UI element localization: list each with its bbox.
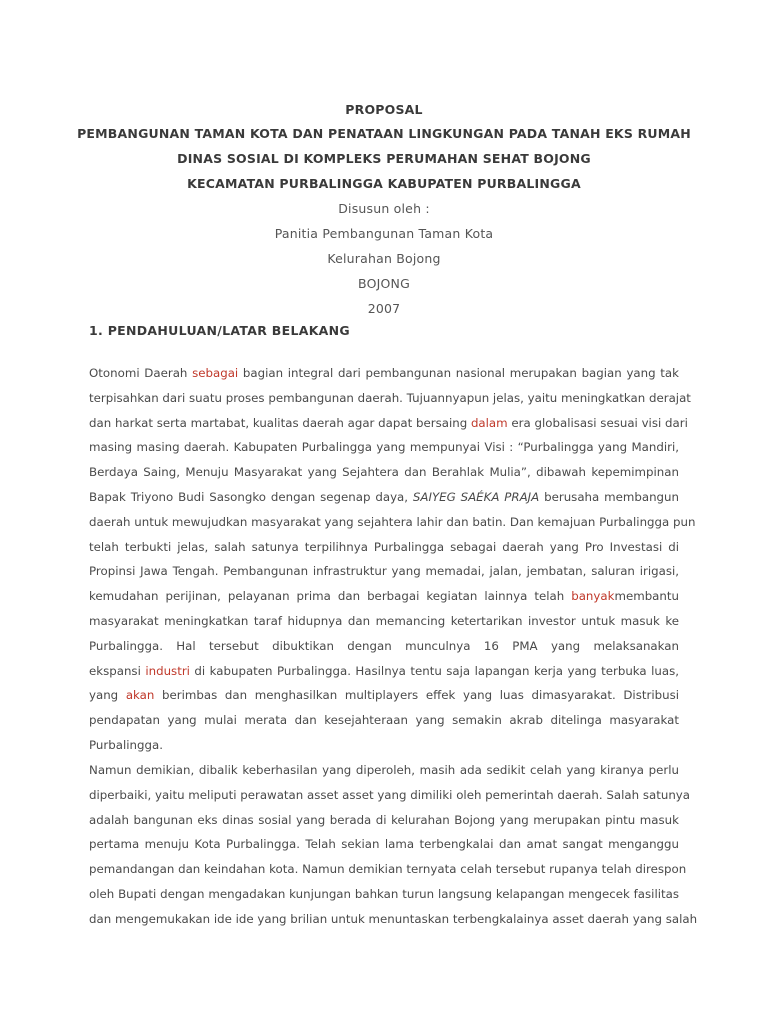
motto-text: SAIYEG SAÉKA PRAJA — [412, 489, 540, 504]
document-title-line-2: DINAS SOSIAL DI KOMPLEKS PERUMAHAN SEHAT BOJONG — [177, 151, 591, 166]
paragraph-line: masing masing daerah. Kabupaten Purbalingga yang mempunyai Visi : “Purbalingga yang Mandiri, — [89, 440, 679, 455]
paragraph-line: diperbaiki, yaitu meliputi perawatan asset asset yang dimiliki oleh pemerintah daerah. Salah satunya — [89, 787, 691, 802]
text-span: era globalisasi sesuai visi dari — [507, 415, 688, 430]
inline-link[interactable]: banyak — [571, 589, 615, 604]
paragraph-line: Propinsi Jawa Tengah. Pembangunan infrastruktur yang memadai, jalan, jembatan, saluran irigasi, — [89, 564, 679, 579]
paragraph-line: telah terbukti jelas, salah satunya terpilihnya Purbalingga sebagai daerah yang Pro Investasi di — [89, 539, 679, 554]
text-span: di kabupaten Purbalingga. Hasilnya tentu saja lapangan kerja yang terbuka luas, — [189, 663, 679, 678]
proposal-label: PROPOSAL — [345, 102, 423, 117]
paragraph-line: pertama menuju Kota Purbalingga. Telah sekian lama terbengkalai dan amat sangat menganggu — [89, 837, 679, 852]
document-title-line-1: PEMBANGUNAN TAMAN KOTA DAN PENATAAN LINGKUNGAN PADA TANAH EKS RUMAH — [77, 126, 691, 141]
location: BOJONG — [358, 276, 410, 291]
paragraph-line: Purbalingga. — [89, 737, 163, 752]
text-span: berimbas dan menghasilkan multiplayers effek yang luas dimasyarakat. Distribusi — [154, 688, 679, 703]
paragraph-line: oleh Bupati dengan mengadakan kunjungan bahkan turun langsung kelapangan mengecek fasilitas — [89, 886, 679, 901]
text-span: bagian integral dari pembangunan nasional merupakan bagian yang tak — [238, 366, 679, 380]
paragraph-line: Purbalingga. Hal tersebut dibuktikan dengan munculnya 16 PMA yang melaksanakan — [89, 638, 679, 653]
paragraph-line: daerah untuk mewujudkan masyarakat yang sejahtera lahir dan batin. Dan kemajuan Purbalingga pun — [89, 514, 696, 529]
paragraph-line — [89, 659, 679, 684]
paragraph-line: terpisahkan dari suatu proses pembangunan daerah. Tujuannyapun jelas, yaitu meningkatkan derajat — [89, 390, 691, 405]
inline-link[interactable]: akan — [125, 688, 155, 703]
paragraph-line: masyarakat meningkatkan taraf hidupnya dan memancing ketertarikan investor untuk masuk ke — [89, 613, 679, 628]
section-heading: 1. PENDAHULUAN/LATAR BELAKANG — [89, 323, 350, 338]
author-committee: Panitia Pembangunan Taman Kota — [274, 226, 494, 241]
paragraph-2 — [89, 758, 698, 932]
paragraph-line — [89, 361, 679, 386]
text-span: ekspansi — [89, 663, 146, 678]
paragraph-line: pendapatan yang mulai merata dan kesejahteraan yang semakin akrab ditelinga masyarakat — [89, 713, 679, 728]
paragraph-line — [89, 584, 679, 609]
paragraph-line: adalah bangunan eks dinas sosial yang berada di kelurahan Bojong yang merupakan pintu masuk — [89, 812, 679, 827]
paragraph-line: Namun demikian, dibalik keberhasilan yang diperoleh, masih ada sedikit celah yang kiranya perlu — [89, 763, 679, 777]
paragraph-line — [89, 485, 679, 510]
paragraph-line: Berdaya Saing, Menuju Masyarakat yang Sejahtera dan Berahlak Mulia”, dibawah kepemimpinan — [89, 465, 679, 480]
inline-link[interactable]: industri — [145, 663, 190, 678]
paragraph-line — [89, 411, 688, 436]
paragraph-line — [89, 683, 679, 708]
text-span: berusaha membangun — [539, 489, 680, 504]
text-span: membantu — [614, 589, 679, 604]
paragraph-line: pemandangan dan keindahan kota. Namun demikian ternyata celah tersebut rupanya telah direspon — [89, 862, 687, 877]
paragraph-line: dan mengemukakan ide ide yang brilian untuk menuntaskan terbengkalainya asset daerah yang salah — [89, 911, 698, 926]
paragraph-1 — [89, 361, 696, 758]
text-span: kemudahan perijinan, pelayanan prima dan berbagai kegiatan lainnya telah — [89, 589, 572, 604]
text-span: yang — [89, 688, 126, 703]
text-span: Otonomi Daerah — [89, 366, 193, 380]
text-span: dan harkat serta martabat, kualitas daerah agar dapat bersaing — [89, 415, 471, 430]
document-title-line-3: KECAMATAN PURBALINGGA KABUPATEN PURBALINGGA — [187, 176, 581, 191]
inline-link[interactable]: sebagai — [192, 366, 239, 380]
text-span: Bapak Triyono Budi Sasongko dengan segenap daya, — [89, 489, 413, 504]
inline-link[interactable]: dalam — [470, 415, 508, 430]
year: 2007 — [367, 301, 401, 316]
author-village: Kelurahan Bojong — [327, 251, 441, 266]
author-label: Disusun oleh : — [338, 201, 430, 216]
